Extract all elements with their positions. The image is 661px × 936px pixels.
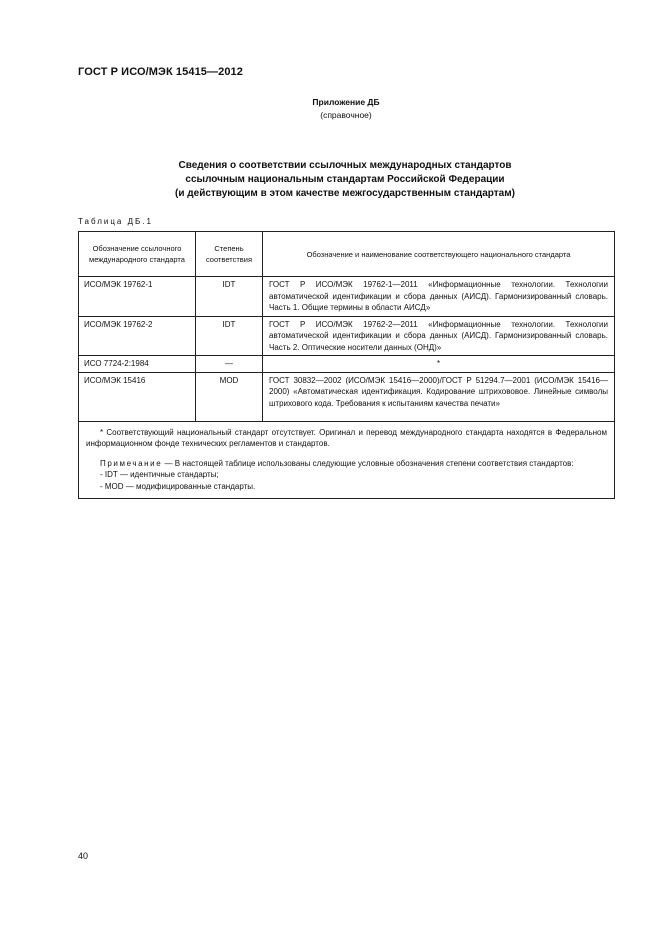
cell-international-standard: ИСО 7724-2:1984 [79, 356, 196, 373]
cell-national-standard: * [263, 356, 615, 373]
correspondence-table [78, 231, 615, 499]
table-row [79, 372, 615, 421]
cell-international-standard: ИСО/МЭК 15416 [79, 372, 196, 421]
table-row [79, 356, 615, 373]
table-row [79, 316, 615, 356]
note-paragraph [86, 458, 607, 470]
section-title-line-3: (и действующим в этом качестве межгосударственным стандартам) [175, 188, 515, 199]
cell-degree: IDT [196, 277, 263, 317]
cell-national-standard: ГОСТ Р ИСО/МЭК 19762-2—2011 «Информационные технологии. Технологии автоматической идентификации и сбора данных (АИСД). Гармонизированный словарь. Часть 2. Оптические носители данных (ОНД)» [263, 316, 615, 356]
section-title-line-1: Сведения о соответствии ссылочных международных стандартов [178, 160, 512, 171]
note-item-idt: - IDT — идентичные стандарты; [100, 470, 219, 479]
cell-national-standard: ГОСТ 30832—2002 (ИСО/МЭК 15416—2000)/ГОСТ Р 51294.7—2001 (ИСО/МЭК 15416—2000) «Автоматическая идентификация. Кодирование штрихововое. Линейные символы штрихового кода. Требования к испытаниям качества печати» [263, 372, 615, 421]
annex-title: Приложение ДБ [312, 97, 380, 107]
table-footnote-cell [79, 421, 615, 499]
footnote-spacer [86, 450, 607, 458]
table-row [79, 277, 615, 317]
document-code: ГОСТ Р ИСО/МЭК 15415—2012 [78, 66, 243, 78]
cell-national-standard: ГОСТ Р ИСО/МЭК 19762-1—2011 «Информационные технологии. Технологии автоматической идентификации и сбора данных (АИСД). Гармонизированный словарь. Часть 1. Общие термины в области АИСД» [263, 277, 615, 317]
table-footer-row [79, 421, 615, 499]
header-international-standard: Обозначение ссылочного международного стандарта [79, 232, 196, 277]
note-item-mod: - MOD — модифицированные стандарты. [100, 481, 256, 491]
footnote-text: * Соответствующий национальный стандарт отсутствует. Оригинал и перевод международного стандарта находятся в Федеральном информационном фонде технических регламентов и стандартов. [86, 427, 607, 448]
annex-heading [300, 96, 392, 122]
section-title [110, 159, 580, 201]
header-degree: Степень соответствия [196, 232, 263, 277]
note-label: Примечание [100, 458, 163, 468]
header-national-standard: Обозначение и наименование соответствующего национального стандарта [263, 232, 615, 277]
cell-international-standard: ИСО/МЭК 19762-1 [79, 277, 196, 317]
page-number: 40 [78, 851, 89, 861]
section-title-line-2: ссылочным национальным стандартам Российской Федерации [185, 174, 505, 185]
cell-degree: IDT [196, 316, 263, 356]
note-text: — В настоящей таблице использованы следующие условные обозначения степени соответствия стандартов: [162, 458, 574, 468]
cell-degree: MOD [196, 372, 263, 421]
table-header-row [79, 232, 615, 277]
cell-degree: — [196, 356, 263, 373]
table-label: Таблица ДБ.1 [78, 217, 153, 226]
annex-subtitle: (справочное) [320, 110, 372, 120]
cell-international-standard: ИСО/МЭК 19762-2 [79, 316, 196, 356]
